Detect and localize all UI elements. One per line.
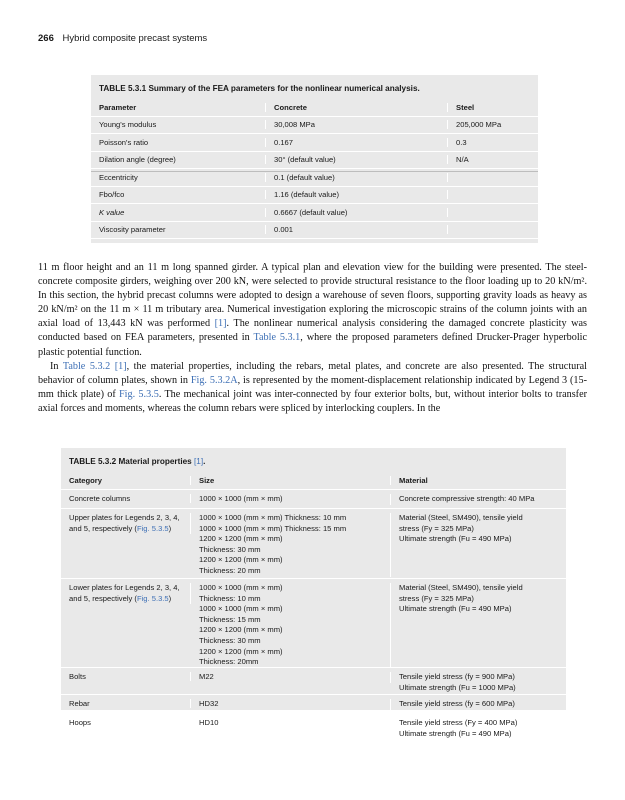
table-title: TABLE 5.3.1 Summary of the FEA parameters for the nonlinear numerical analysis. (99, 84, 420, 93)
table-cell: 0.167 (266, 138, 448, 147)
table-row (61, 579, 566, 668)
cell-line: 1200 × 1200 (mm × mm) (199, 646, 283, 656)
cell-line: Material (Steel, SM490), tensile yield (399, 513, 523, 522)
paragraph (38, 360, 587, 416)
table-row (91, 152, 538, 170)
table-cell: K value (91, 208, 266, 217)
page-number: 266 (38, 33, 54, 44)
cell-line: Concrete compressive strength: 40 MPa (399, 494, 535, 503)
table-cell (191, 494, 391, 505)
table-cell (391, 513, 566, 545)
cell-line: Thickness: 30 mm (199, 635, 261, 645)
cell-line: HD10 (199, 718, 219, 727)
running-title: Hybrid composite precast systems (62, 33, 208, 44)
cell-text: Upper plates for Legends 2, 3, 4, and 5, respectively ( (69, 513, 180, 533)
column-header: Steel (456, 102, 475, 112)
citation-link[interactable]: [1] (214, 318, 227, 330)
table-cell: 0.001 (266, 225, 448, 234)
cell-line: 1000 × 1000 (mm × mm) Thickness: 10 mm (199, 513, 347, 522)
table-row (91, 169, 538, 187)
table-cell (61, 513, 191, 534)
cell-line: stress (Fy = 325 MPa) (399, 523, 474, 533)
table-link[interactable]: Table 5.3.2 (62, 360, 111, 372)
table-row (91, 187, 538, 205)
table-cell: Dilation angle (degree) (91, 155, 266, 164)
table-cell (191, 672, 391, 683)
table-row (91, 222, 538, 240)
cell-line: Ultimate strength (Fu = 490 MPa) (399, 534, 512, 544)
cell-line: Ultimate strength (Fu = 490 MPa) (399, 604, 512, 614)
table-grid (61, 472, 566, 742)
table-cell: Concrete columns (61, 494, 191, 503)
text-run: , where the proposed parameters defined Drucker-Prager hyperbolic plastic potential function. (38, 332, 587, 358)
cell-line: 1200 × 1200 (mm × mm) (199, 625, 283, 635)
figure-link[interactable]: Fig. 5.3.2A (190, 374, 238, 386)
cell-line: Material (Steel, SM490), tensile yield (399, 583, 523, 592)
table-cell: 0.1 (default value) (266, 173, 448, 182)
table-cell: Viscosity parameter (91, 225, 266, 234)
table-cell (191, 583, 391, 668)
table-cell: Hoops (61, 718, 191, 727)
table-row (91, 117, 538, 135)
cell-line: 1200 × 1200 (mm × mm) (199, 555, 283, 565)
figure-link[interactable]: Fig. 5.3.5 (136, 593, 169, 603)
cell-text: ) (168, 523, 172, 533)
table-cell: 205,000 MPa (456, 120, 502, 130)
table-title-text: TABLE 5.3.2 Material properties (69, 457, 194, 466)
table-row (91, 134, 538, 152)
paragraph (38, 261, 587, 360)
citation-link[interactable]: [1] (114, 360, 127, 372)
column-header: Parameter (91, 103, 266, 112)
table-cell: Poisson's ratio (91, 138, 266, 147)
cell-line: Thickness: 30 mm (199, 544, 261, 554)
cell-line: 1000 × 1000 (mm × mm) (199, 604, 283, 614)
cell-line: HD32 (199, 699, 219, 708)
table-row (61, 490, 566, 509)
table-grid (91, 99, 538, 239)
table-header-row (61, 472, 566, 490)
table-cell: Bolts (61, 672, 191, 681)
cell-line: 1200 × 1200 (mm × mm) (199, 534, 283, 544)
table-cell (191, 718, 391, 729)
column-header: Material (399, 476, 428, 485)
table-title (61, 448, 566, 470)
cell-line: Thickness: 10 mm (199, 593, 261, 603)
column-header: Concrete (266, 103, 448, 112)
table-cell (191, 513, 391, 577)
text-run: , the material properties, including the rebars, metal plates, and concrete are also presented. The structural behavior of column plates, shown in (38, 360, 587, 386)
table-cell: Eccentricity (91, 173, 266, 182)
table-cell (391, 583, 566, 615)
table-row (61, 714, 566, 742)
cell-line: M22 (199, 672, 214, 681)
table-cell (191, 699, 391, 710)
table-cell (391, 494, 566, 505)
table-link[interactable]: Table 5.3.1 (253, 332, 301, 344)
body-text (38, 261, 587, 416)
table-fea-parameters (91, 75, 538, 243)
cell-text: ) (168, 593, 172, 603)
cell-line: 1000 × 1000 (mm × mm) Thickness: 15 mm (199, 523, 347, 533)
table-cell: N/A (456, 155, 469, 165)
cell-text: Lower plates for Legends 2, 3, 4, and 5, respectively ( (69, 583, 180, 603)
column-header: Size (191, 476, 391, 485)
table-cell: 30,008 MPa (266, 120, 448, 129)
text-run: 11 m floor height and an 11 m long spanned girder. A typical plan and elevation view for the building were presented. The steel-concrete composite girders, weighing over 200 kN, were selected to provide structural resistance to the floor loading up to 20 kN/m². In this section, the hybrid precast columns were adopted to design a warehouse of seven floors, supporting gravity loads as heavy as 20 kN/m² on the 11 m × 11 m tributary area. Numerical investigation exploring the microscopic strains of the column joints with an axial load of 13,443 kN was performed (38, 262, 587, 330)
table-header-row (91, 99, 538, 117)
text-run: . The mechanical joint was inter-connected by four exterior bolts, but, without interior bolts to transfer axial forces and moments, whereas the column rebars were spliced by interlocking couplers. In the (38, 388, 587, 414)
table-cell: Young's modulus (91, 120, 266, 129)
table-row (61, 695, 566, 714)
cell-line: stress (Fy = 325 MPa) (399, 593, 474, 603)
table-cell (391, 672, 566, 693)
table-title-text: . (203, 457, 206, 466)
cell-line: 1000 × 1000 (mm × mm) (199, 494, 283, 503)
table-cell: 30° (default value) (266, 155, 448, 164)
table-row (61, 668, 566, 695)
table-cell: 0.6667 (default value) (266, 208, 448, 217)
cell-line: Thickness: 20mm (199, 657, 259, 667)
text-run: . The nonlinear numerical analysis considering the damaged concrete plasticity was conducted based on FEA parameters, presented in (38, 318, 587, 344)
cell-line: Tensile yield stress (fy = 900 MPa) (399, 672, 515, 681)
table-cell: Rebar (61, 699, 191, 708)
table-cell: Fbo/fco (91, 190, 266, 199)
figure-link[interactable]: Fig. 5.3.5 (119, 388, 159, 400)
table-material-properties (61, 448, 566, 738)
table-cell (391, 699, 566, 710)
cell-line: Ultimate strength (Fu = 1000 MPa) (399, 682, 516, 692)
cell-line: Ultimate strength (Fu = 490 MPa) (399, 728, 512, 738)
table-cell: 1.16 (default value) (266, 190, 448, 199)
table-cell: 0.3 (456, 137, 467, 147)
figure-link[interactable]: Fig. 5.3.5 (136, 523, 169, 533)
table-row (61, 509, 566, 579)
citation-link[interactable]: [1] (193, 457, 204, 466)
table-cell (391, 718, 566, 739)
running-header (38, 33, 207, 44)
text-run: In (50, 360, 63, 372)
column-header: Category (61, 476, 191, 485)
cell-line: Thickness: 15 mm (199, 614, 261, 624)
table-cell (61, 583, 191, 604)
cell-line: Tensile yield stress (fy = 600 MPa) (399, 699, 515, 708)
cell-line: Thickness: 20 mm (199, 565, 261, 575)
table-row (91, 204, 538, 222)
text-run: , is represented by the moment-displacement relationship indicated by Legend 3 (15-mm thick plate) of (38, 374, 587, 400)
cell-line: Tensile yield stress (Fy = 400 MPa) (399, 718, 518, 727)
cell-line: 1000 × 1000 (mm × mm) (199, 583, 283, 592)
